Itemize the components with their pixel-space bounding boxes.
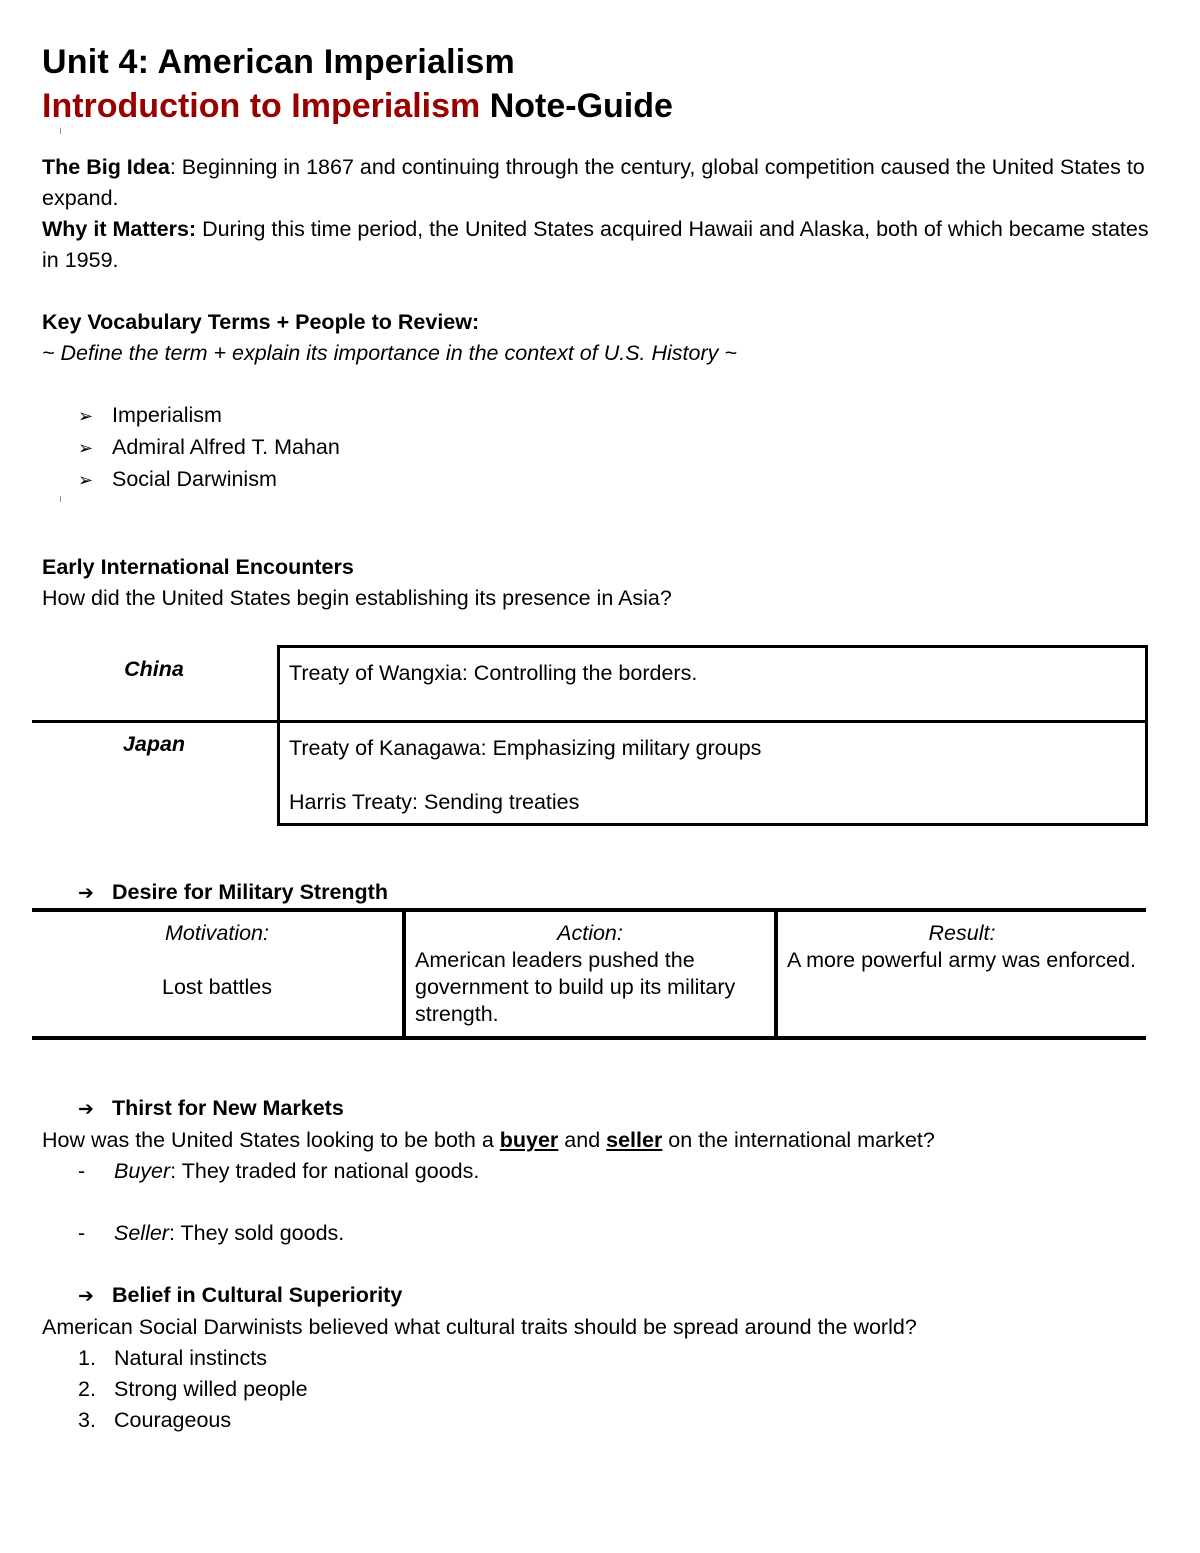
culture-item xyxy=(78,1405,1152,1436)
encounters-table xyxy=(32,645,1148,814)
vocab-list xyxy=(42,400,1152,496)
encounter-line: Harris Treaty: Sending treaties xyxy=(289,790,580,814)
arrow-bullet-icon: ➢ xyxy=(78,438,94,458)
buyer-label: Buyer xyxy=(114,1159,171,1183)
note-guide-title-rest: Note-Guide xyxy=(480,87,673,125)
culture-item-text: Courageous xyxy=(114,1408,232,1432)
markets-heading-text: Thirst for New Markets xyxy=(112,1096,344,1120)
big-idea xyxy=(42,152,1152,214)
culture-item-text: Natural instincts xyxy=(114,1346,267,1370)
encounter-line: Treaty of Kanagawa: Emphasizing military groups xyxy=(289,736,762,760)
seller-text: : They sold goods. xyxy=(168,1221,345,1245)
list-number: 3. xyxy=(78,1408,96,1432)
list-number: 1. xyxy=(78,1346,96,1370)
dash-bullet: - xyxy=(78,1159,86,1183)
arrow-right-icon: ➔ xyxy=(78,883,94,904)
encounter-row-japan xyxy=(32,720,1148,826)
markets-question-end: on the international market? xyxy=(662,1128,935,1152)
vocab-item-text: Social Darwinism xyxy=(112,467,277,491)
result-head: Result: xyxy=(928,921,996,945)
motivation-head: Motivation: xyxy=(165,921,269,945)
big-idea-label: The Big Idea xyxy=(42,155,170,179)
culture-item xyxy=(78,1343,1152,1374)
arrow-right-icon: ➔ xyxy=(78,1286,94,1307)
vocab-instruction: ~ Define the term + explain its importance in the context of U.S. History ~ xyxy=(42,341,737,365)
result-text: A more powerful army was enforced. xyxy=(787,948,1136,972)
list-number: 2. xyxy=(78,1377,96,1401)
arrow-bullet-icon: ➢ xyxy=(78,406,94,426)
arrow-right-icon: ➔ xyxy=(78,1099,94,1120)
document-page xyxy=(42,40,1152,614)
cursor-mark xyxy=(42,128,1152,142)
encounters-question: How did the United States begin establishing its presence in Asia? xyxy=(42,586,672,610)
vocab-item xyxy=(78,464,1152,496)
encounter-label: China xyxy=(124,657,184,681)
culture-list xyxy=(42,1343,1152,1436)
arrow-bullet-icon: ➢ xyxy=(78,470,94,490)
military-heading xyxy=(42,877,388,909)
military-heading-text: Desire for Military Strength xyxy=(112,880,388,904)
seller-label: Seller xyxy=(114,1221,169,1245)
encounter-row-china xyxy=(32,645,1148,722)
dash-bullet: - xyxy=(78,1221,86,1245)
vocab-item-text: Admiral Alfred T. Mahan xyxy=(112,435,340,459)
note-guide-title xyxy=(42,84,1152,128)
culture-heading-text: Belief in Cultural Superiority xyxy=(112,1283,403,1307)
big-idea-text: : Beginning in 1867 and continuing through the century, global competition caused the United States to expand. xyxy=(42,155,1145,210)
why-it-matters-text: During this time period, the United States acquired Hawaii and Alaska, both of which became states in 1959. xyxy=(42,217,1149,272)
vocab-heading: Key Vocabulary Terms + People to Review: xyxy=(42,310,480,334)
encounter-cell xyxy=(277,645,1148,723)
unit-title: Unit 4: American Imperialism xyxy=(42,43,515,81)
buyer-item xyxy=(78,1156,1152,1187)
result-cell xyxy=(774,912,1146,1036)
culture-item-text: Strong willed people xyxy=(114,1377,308,1401)
seller-item xyxy=(78,1218,1152,1249)
encounter-line: Treaty of Wangxia: Controlling the borders. xyxy=(289,661,698,685)
markets-question xyxy=(42,1125,1152,1156)
markets-heading xyxy=(42,1093,1152,1125)
markets-question-and: and xyxy=(558,1128,607,1152)
military-table xyxy=(32,908,1146,1040)
encounter-cell xyxy=(277,720,1148,826)
culture-item xyxy=(78,1374,1152,1405)
action-text: American leaders pushed the government to build up its military strength. xyxy=(415,948,736,1026)
action-cell xyxy=(402,912,774,1036)
buyer-term: buyer xyxy=(499,1128,559,1152)
vocab-item xyxy=(78,400,1152,432)
why-it-matters-label: Why it Matters: xyxy=(42,217,197,241)
buyer-text: : They traded for national goods. xyxy=(170,1159,480,1183)
culture-question: American Social Darwinists believed what cultural traits should be spread around the world? xyxy=(42,1315,917,1339)
motivation-text: Lost battles xyxy=(162,975,272,999)
why-it-matters xyxy=(42,214,1152,276)
vocab-item xyxy=(78,432,1152,464)
markets-list xyxy=(42,1156,1152,1249)
seller-term: seller xyxy=(606,1128,663,1152)
markets-question-start: How was the United States looking to be both a xyxy=(42,1128,500,1152)
encounters-heading: Early International Encounters xyxy=(42,555,354,579)
note-guide-title-red: Introduction to Imperialism xyxy=(42,87,481,125)
motivation-cell xyxy=(32,912,402,1036)
encounter-label: Japan xyxy=(122,732,186,756)
vocab-item-text: Imperialism xyxy=(112,403,222,427)
markets-section xyxy=(42,1093,1152,1436)
action-head: Action: xyxy=(557,921,623,945)
cursor-mark xyxy=(42,496,1152,504)
culture-heading xyxy=(42,1280,1152,1312)
